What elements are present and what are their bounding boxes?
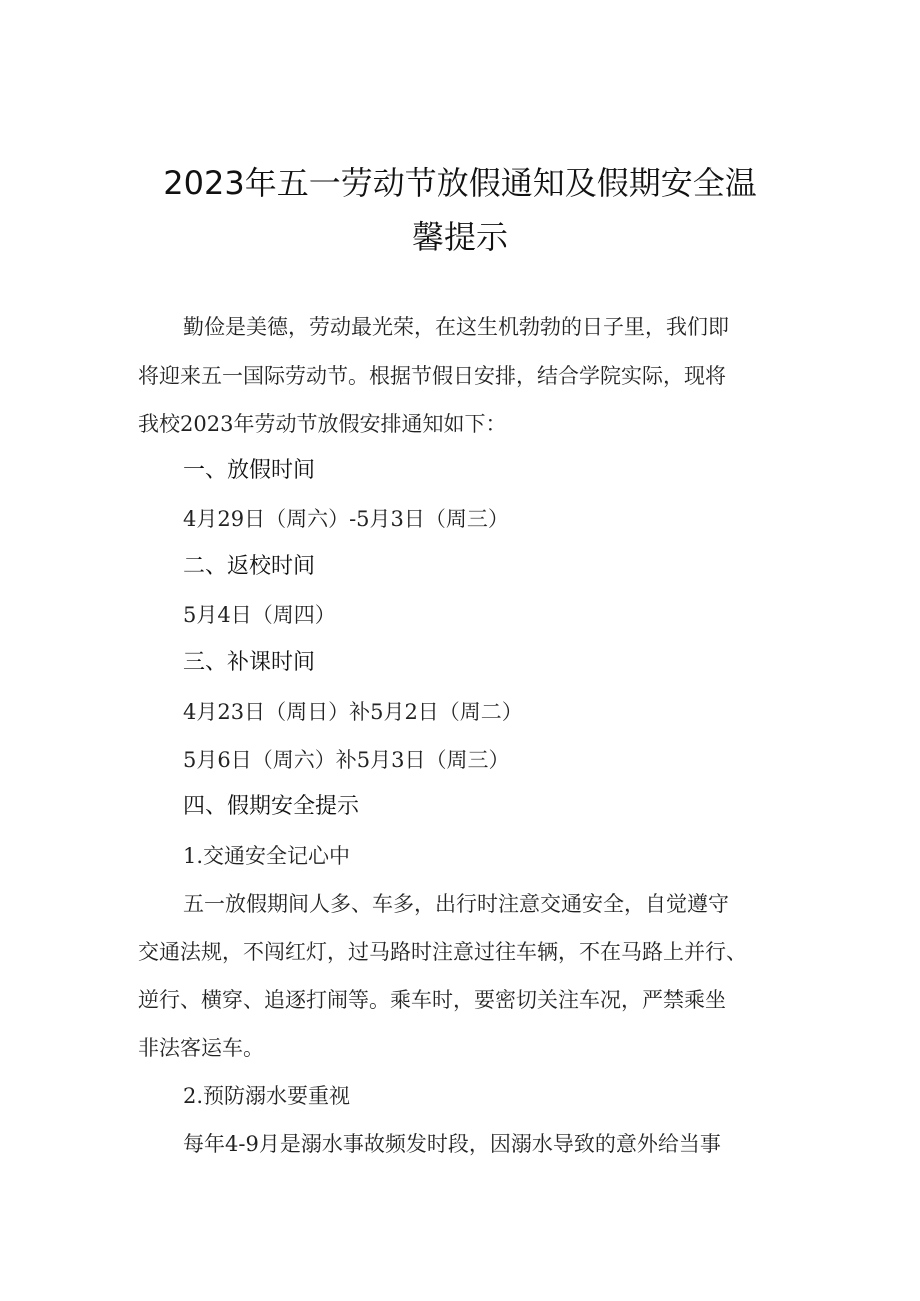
- safety-item-1-line-3: 逆行、横穿、追逐打闹等。乘车时，要密切关注车况，严禁乘坐: [138, 988, 726, 1012]
- section-heading-safety: 四、假期安全提示: [183, 794, 360, 819]
- makeup-line-2: 5月6日（周六）补5月3日（周三）: [183, 748, 510, 772]
- safety-item-1-line-4: 非法客运车。: [138, 1036, 264, 1060]
- return-date: 5月4日（周四）: [183, 603, 336, 627]
- safety-item-2-line-1: 每年4-9月是溺水事故频发时段，因溺水导致的意外给当事: [183, 1132, 721, 1156]
- section-heading-holiday: 一、放假时间: [183, 458, 316, 483]
- safety-item-1-line-1: 五一放假期间人多、车多，出行时注意交通安全，自觉遵守: [183, 892, 729, 916]
- safety-item-1-title: 1.交通安全记心中: [183, 844, 351, 868]
- safety-item-1-line-2: 交通法规，不闯红灯，过马路时注意过往车辆，不在马路上并行、: [138, 940, 747, 964]
- intro-line-3: 我校2023年劳动节放假安排通知如下：: [138, 412, 507, 436]
- intro-line-2: 将迎来五一国际劳动节。根据节假日安排，结合学院实际，现将: [138, 364, 726, 388]
- holiday-dates: 4月29日（周六）-5月3日（周三）: [183, 507, 509, 531]
- makeup-line-1: 4月23日（周日）补5月2日（周二）: [183, 700, 523, 724]
- section-heading-return: 二、返校时间: [183, 554, 316, 579]
- section-heading-makeup: 三、补课时间: [183, 650, 316, 675]
- document-title-line-1: 2023年五一劳动节放假通知及假期安全温: [163, 164, 757, 202]
- safety-item-2-title: 2.预防溺水要重视: [183, 1084, 351, 1108]
- intro-line-1: 勤俭是美德，劳动最光荣，在这生机勃勃的日子里，我们即: [183, 315, 729, 339]
- document-title-line-2: 馨提示: [411, 218, 508, 256]
